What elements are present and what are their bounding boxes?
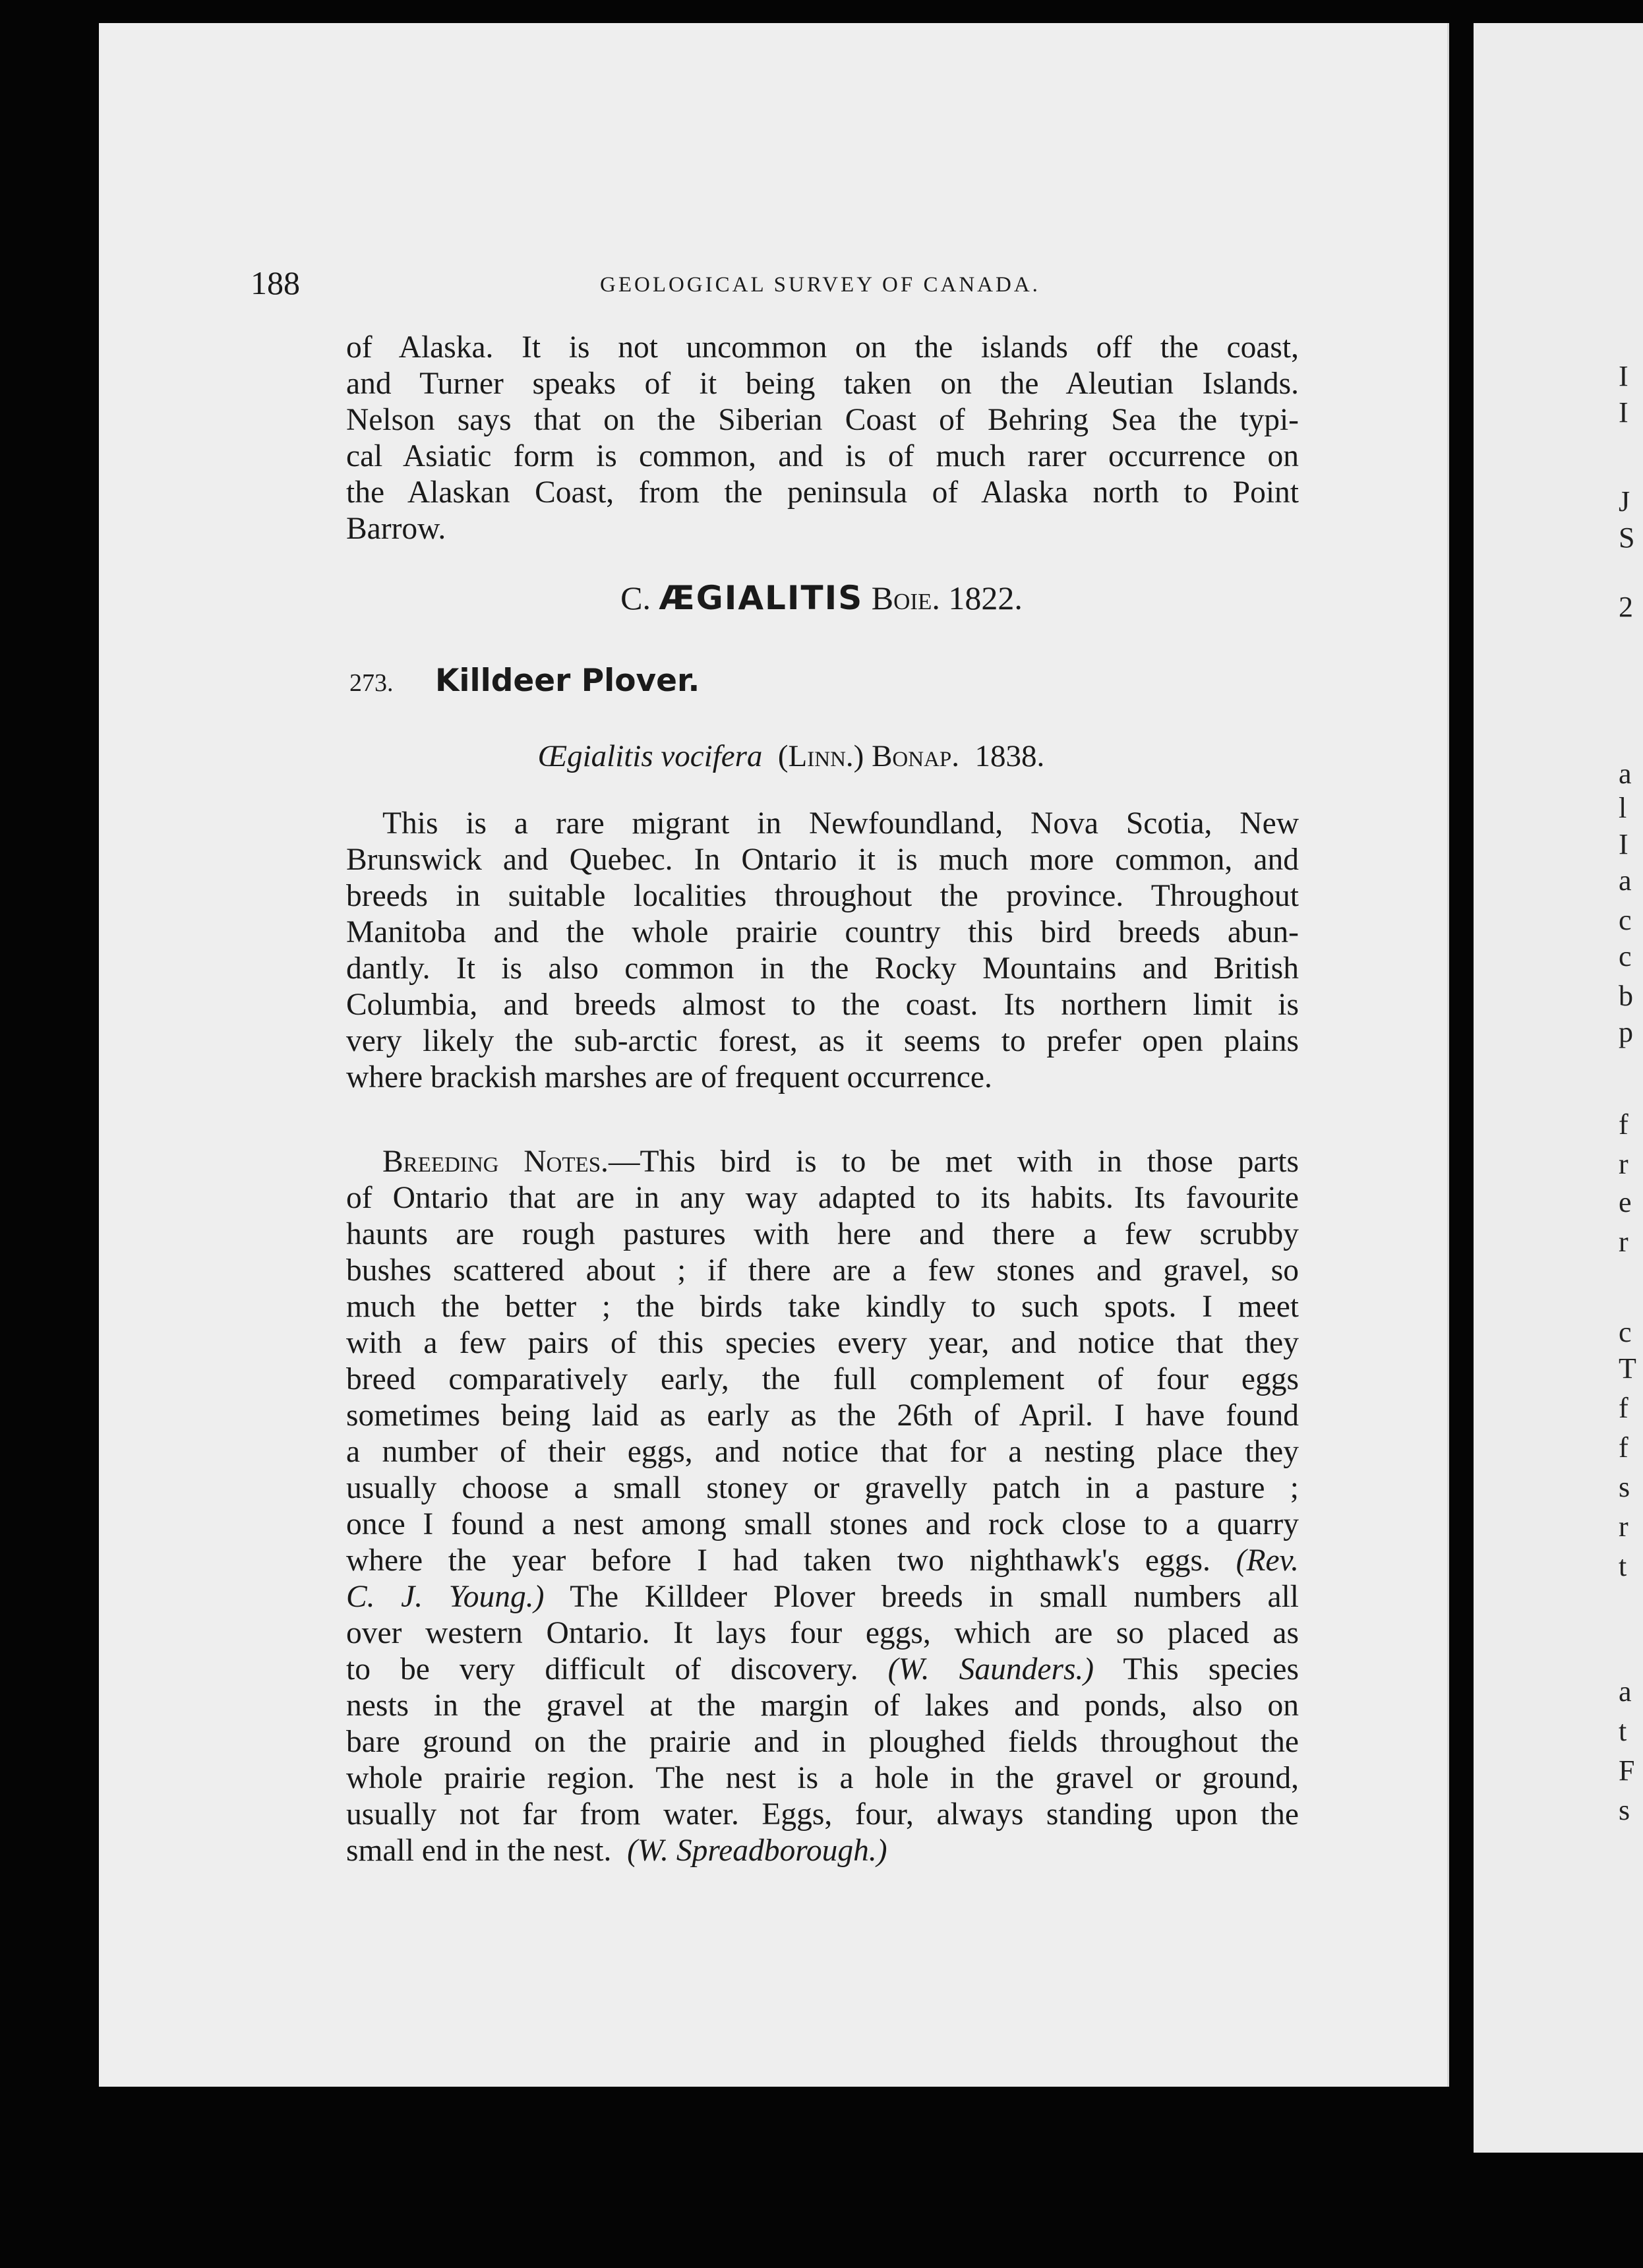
facing-page-letter: r — [1619, 1226, 1628, 1258]
facing-page-letter: l — [1619, 792, 1627, 824]
text-line: dantly. It is also common in the Rocky Mountains and British — [346, 951, 1299, 986]
text-line: where brackish marshes are of frequent occurrence. — [346, 1060, 992, 1094]
text-fragment: —This bird is to be met with in those parts — [608, 1145, 1299, 1179]
text-line: This is a rare migrant in Newfoundland, Nova Scotia, New — [382, 806, 1299, 841]
facing-page-letter: I — [1619, 360, 1628, 392]
text-line: of Alaska. It is not uncommon on the islands off the coast, — [346, 330, 1299, 365]
genus-authority: Boie. — [871, 580, 940, 616]
text-line: usually not far from water. Eggs, four, always standing upon the — [346, 1797, 1299, 1832]
text-line: Brunswick and Quebec. In Ontario it is much more common, and — [346, 843, 1299, 877]
text-fragment: to be very difficult of discovery. — [346, 1652, 858, 1686]
facing-page-letter: 2 — [1619, 591, 1633, 623]
text-fragment: small end in the nest. — [346, 1834, 612, 1868]
page-number: 188 — [251, 264, 300, 301]
text-line — [346, 1144, 1299, 1180]
citation-young: (Rev. — [1236, 1543, 1299, 1578]
facing-page-letter: F — [1619, 1754, 1635, 1787]
text-line: Manitoba and the whole prairie country this bird breeds abun- — [346, 915, 1299, 949]
text-line: bare ground on the prairie and in ploughed fields throughout the — [346, 1725, 1299, 1759]
facing-page-letter: p — [1619, 1016, 1633, 1048]
scientific-year: 1838. — [974, 739, 1045, 773]
text-line: whole prairie region. The nest is a hole in the gravel or ground, — [346, 1761, 1299, 1795]
species-heading — [349, 663, 700, 699]
species-number: 273. — [349, 669, 394, 697]
genus-heading — [0, 579, 1643, 617]
running-head — [251, 264, 1305, 310]
facing-page-letter: a — [1619, 864, 1632, 897]
facing-page-letter: r — [1619, 1510, 1628, 1543]
text-line — [346, 1543, 1299, 1579]
text-line: breeds in suitable localities throughout the province. Throughout — [346, 879, 1299, 913]
text-line: sometimes being laid as early as the 26th of April. I have found — [346, 1398, 1299, 1433]
species-common-name: Killdeer Plover. — [435, 663, 700, 699]
continued-paragraph — [346, 330, 1299, 547]
text-fragment: where the year before I had taken two nighthawk's eggs. — [346, 1543, 1210, 1578]
facing-page-letter: I — [1619, 828, 1628, 860]
citation-young: C. J. Young.) — [346, 1580, 545, 1614]
facing-page-letter: I — [1619, 396, 1628, 429]
facing-page-letter: f — [1619, 1392, 1628, 1424]
facing-page-letter: r — [1619, 1148, 1628, 1180]
text-line — [346, 1833, 1299, 1869]
genus-name: ÆGIALITIS — [659, 579, 864, 617]
breeding-notes-paragraph — [346, 1144, 1299, 1869]
text-line — [346, 1652, 1299, 1688]
text-line: Barrow. — [346, 512, 446, 546]
facing-page-letter: c — [1619, 1316, 1632, 1348]
genus-letter: C. — [620, 580, 651, 616]
text-line — [346, 1579, 1299, 1615]
facing-page-letter: e — [1619, 1186, 1632, 1218]
text-line: very likely the sub-arctic forest, as it seems to prefer open plains — [346, 1024, 1299, 1058]
text-line: a number of their eggs, and notice that for a nesting place they — [346, 1435, 1299, 1469]
text-line: of Ontario that are in any way adapted to its habits. Its favourite — [346, 1181, 1299, 1215]
running-head-title: GEOLOGICAL SURVEY OF CANADA. — [600, 273, 1040, 297]
text-line: cal Asiatic form is common, and is of much rarer occurrence on — [346, 439, 1299, 473]
text-line: Nelson says that on the Siberian Coast of Behring Sea the typi- — [346, 403, 1299, 437]
scientific-name-line — [0, 738, 1582, 774]
text-line: bushes scattered about ; if there are a few stones and gravel, so — [346, 1253, 1299, 1288]
facing-page-letter: c — [1619, 904, 1632, 936]
text-line: the Alaskan Coast, from the peninsula of Alaska north to Point — [346, 475, 1299, 510]
facing-page-letter: b — [1619, 980, 1633, 1012]
facing-page-letter: s — [1619, 1471, 1630, 1503]
facing-page-letter: a — [1619, 758, 1632, 790]
facing-page-letter: t — [1619, 1550, 1627, 1582]
text-line: over western Ontario. It lays four eggs, which are so placed as — [346, 1616, 1299, 1650]
distribution-paragraph — [346, 806, 1299, 1096]
text-line: with a few pairs of this species every year, and notice that they — [346, 1326, 1299, 1360]
citation-spreadborough: (W. Spreadborough.) — [627, 1834, 887, 1868]
facing-page-edge — [1474, 23, 1643, 2153]
text-line: and Turner speaks of it being taken on the Aleutian Islands. — [346, 367, 1299, 401]
citation-saunders: (W. Saunders.) — [887, 1652, 1094, 1686]
text-line: haunts are rough pastures with here and there a few scrubby — [346, 1217, 1299, 1251]
facing-page-letter: s — [1619, 1794, 1630, 1826]
text-line: much the better ; the birds take kindly to such spots. I meet — [346, 1290, 1299, 1324]
facing-page-letter: f — [1619, 1431, 1628, 1464]
text-line: nests in the gravel at the margin of lakes and ponds, also on — [346, 1688, 1299, 1723]
facing-page-letter: a — [1619, 1675, 1632, 1708]
text-line: breed comparatively early, the full complement of four eggs — [346, 1362, 1299, 1396]
facing-page-letter: t — [1619, 1715, 1627, 1747]
text-line: usually choose a small stoney or gravelly patch in a pasture ; — [346, 1471, 1299, 1505]
breeding-notes-label: Breeding Notes. — [382, 1145, 609, 1179]
facing-page-letter: f — [1619, 1108, 1628, 1141]
facing-page-letter: J — [1619, 485, 1630, 518]
text-fragment: The Killdeer Plover breeds in small numbers all — [570, 1580, 1299, 1614]
text-line: Columbia, and breeds almost to the coast. Its northern limit is — [346, 988, 1299, 1022]
facing-page-letter: T — [1619, 1352, 1636, 1385]
facing-page-letter: S — [1619, 522, 1635, 554]
scientific-authority: (Linn.) Bonap. — [777, 739, 960, 773]
text-fragment: This species — [1123, 1652, 1299, 1686]
text-line: once I found a nest among small stones and rock close to a quarry — [346, 1507, 1299, 1541]
scientific-name: Œgialitis vocifera — [537, 739, 763, 773]
facing-page-letter: c — [1619, 940, 1632, 972]
genus-year: 1822. — [948, 580, 1023, 616]
